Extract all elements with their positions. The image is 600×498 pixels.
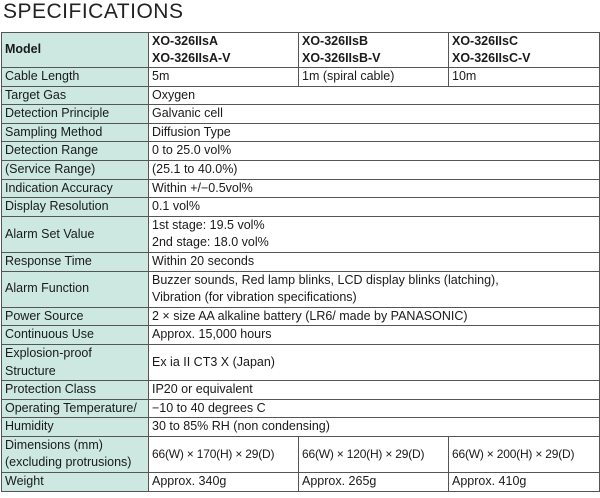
power-source-label: Power Source <box>2 307 149 326</box>
model-row <box>2 33 600 68</box>
sampling-method-value: Diffusion Type <box>149 123 600 142</box>
operating-temperature-value: −10 to 40 degrees C <box>149 399 600 418</box>
alarm-function-label: Alarm Function <box>2 271 149 307</box>
model-b <box>299 33 449 68</box>
service-range-row <box>2 160 600 179</box>
detection-range-label: Detection Range <box>2 142 149 161</box>
display-resolution-row <box>2 198 600 217</box>
alarm-set-value-cell <box>149 216 600 252</box>
alarm-second-stage: 2nd stage: 18.0 vol% <box>152 235 269 250</box>
model-a-vibration-name: XO-326IIsA-V <box>152 51 231 65</box>
protection-class-value: IP20 or equivalent <box>149 381 600 400</box>
explosion-proof-label-line-1: Explosion-proof <box>5 345 92 360</box>
humidity-value: 30 to 85% RH (non condensing) <box>149 418 600 437</box>
specifications-table <box>1 32 600 492</box>
power-source-row <box>2 307 600 326</box>
model-c <box>449 33 600 68</box>
model-a <box>149 33 299 68</box>
dimensions-label-line-1: Dimensions (mm) <box>5 437 103 452</box>
protection-class-row <box>2 381 600 400</box>
dimensions-a: 66(W) × 170(H) × 29(D) <box>149 436 299 472</box>
indication-accuracy-row <box>2 179 600 198</box>
protection-class-label: Protection Class <box>2 381 149 400</box>
alarm-function-line-1: Buzzer sounds, Red lamp blinks, LCD display blinks (latching), <box>152 272 499 287</box>
model-a-name: XO-326IIsA <box>152 34 219 48</box>
explosion-proof-row <box>2 344 600 380</box>
weight-c: Approx. 410g <box>449 473 600 492</box>
cable-length-a: 5m <box>149 68 299 87</box>
continuous-use-value: Approx. 15,000 hours <box>149 326 600 345</box>
power-source-value: 2 × size AA alkaline battery (LR6/ made by PANASONIC) <box>149 307 600 326</box>
service-range-value: (25.1 to 40.0%) <box>149 160 600 179</box>
alarm-function-row <box>2 271 600 307</box>
weight-row <box>2 473 600 492</box>
weight-b: Approx. 265g <box>299 473 449 492</box>
dimensions-row <box>2 436 600 472</box>
humidity-label: Humidity <box>2 418 149 437</box>
cable-length-c: 10m <box>449 68 600 87</box>
sampling-method-label: Sampling Method <box>2 123 149 142</box>
display-resolution-value: 0.1 vol% <box>149 198 600 217</box>
response-time-value: Within 20 seconds <box>149 252 600 271</box>
operating-temperature-row <box>2 399 600 418</box>
model-c-name: XO-326IIsC <box>452 34 519 48</box>
weight-a: Approx. 340g <box>149 473 299 492</box>
target-gas-row <box>2 86 600 105</box>
display-resolution-label: Display Resolution <box>2 198 149 217</box>
model-c-vibration-name: XO-326IIsC-V <box>452 51 531 65</box>
page-title: SPECIFICATIONS <box>3 0 184 23</box>
detection-range-value: 0 to 25.0 vol% <box>149 142 600 161</box>
detection-principle-value: Galvanic cell <box>149 105 600 124</box>
operating-temperature-label: Operating Temperature/ <box>2 399 149 418</box>
alarm-set-value-row <box>2 216 600 252</box>
alarm-function-line-2: Vibration (for vibration specifications) <box>152 290 357 305</box>
indication-accuracy-label: Indication Accuracy <box>2 179 149 198</box>
continuous-use-label: Continuous Use <box>2 326 149 345</box>
target-gas-label: Target Gas <box>2 86 149 105</box>
target-gas-value: Oxygen <box>149 86 600 105</box>
service-range-label: (Service Range) <box>2 160 149 179</box>
alarm-first-stage: 1st stage: 19.5 vol% <box>152 217 265 232</box>
alarm-set-value-label: Alarm Set Value <box>2 216 149 252</box>
indication-accuracy-value: Within +/−0.5vol% <box>149 179 600 198</box>
cable-length-b: 1m (spiral cable) <box>299 68 449 87</box>
dimensions-label-line-2: (excluding protrusions) <box>5 455 132 470</box>
response-time-row <box>2 252 600 271</box>
detection-principle-row <box>2 105 600 124</box>
continuous-use-row <box>2 326 600 345</box>
model-label: Model <box>2 33 149 68</box>
response-time-label: Response Time <box>2 252 149 271</box>
model-b-name: XO-326IIsB <box>302 34 369 48</box>
weight-label: Weight <box>2 473 149 492</box>
alarm-function-cell <box>149 271 600 307</box>
detection-range-row <box>2 142 600 161</box>
sampling-method-row <box>2 123 600 142</box>
dimensions-label <box>2 436 149 472</box>
explosion-proof-label-line-2: Structure <box>5 363 56 378</box>
dimensions-b: 66(W) × 120(H) × 29(D) <box>299 436 449 472</box>
explosion-proof-value: Ex ia II CT3 X (Japan) <box>149 344 600 380</box>
dimensions-c: 66(W) × 200(H) × 29(D) <box>449 436 600 472</box>
detection-principle-label: Detection Principle <box>2 105 149 124</box>
cable-length-row <box>2 68 600 87</box>
cable-length-label: Cable Length <box>2 68 149 87</box>
model-b-vibration-name: XO-326IIsB-V <box>302 51 381 65</box>
humidity-row <box>2 418 600 437</box>
explosion-proof-label <box>2 344 149 380</box>
